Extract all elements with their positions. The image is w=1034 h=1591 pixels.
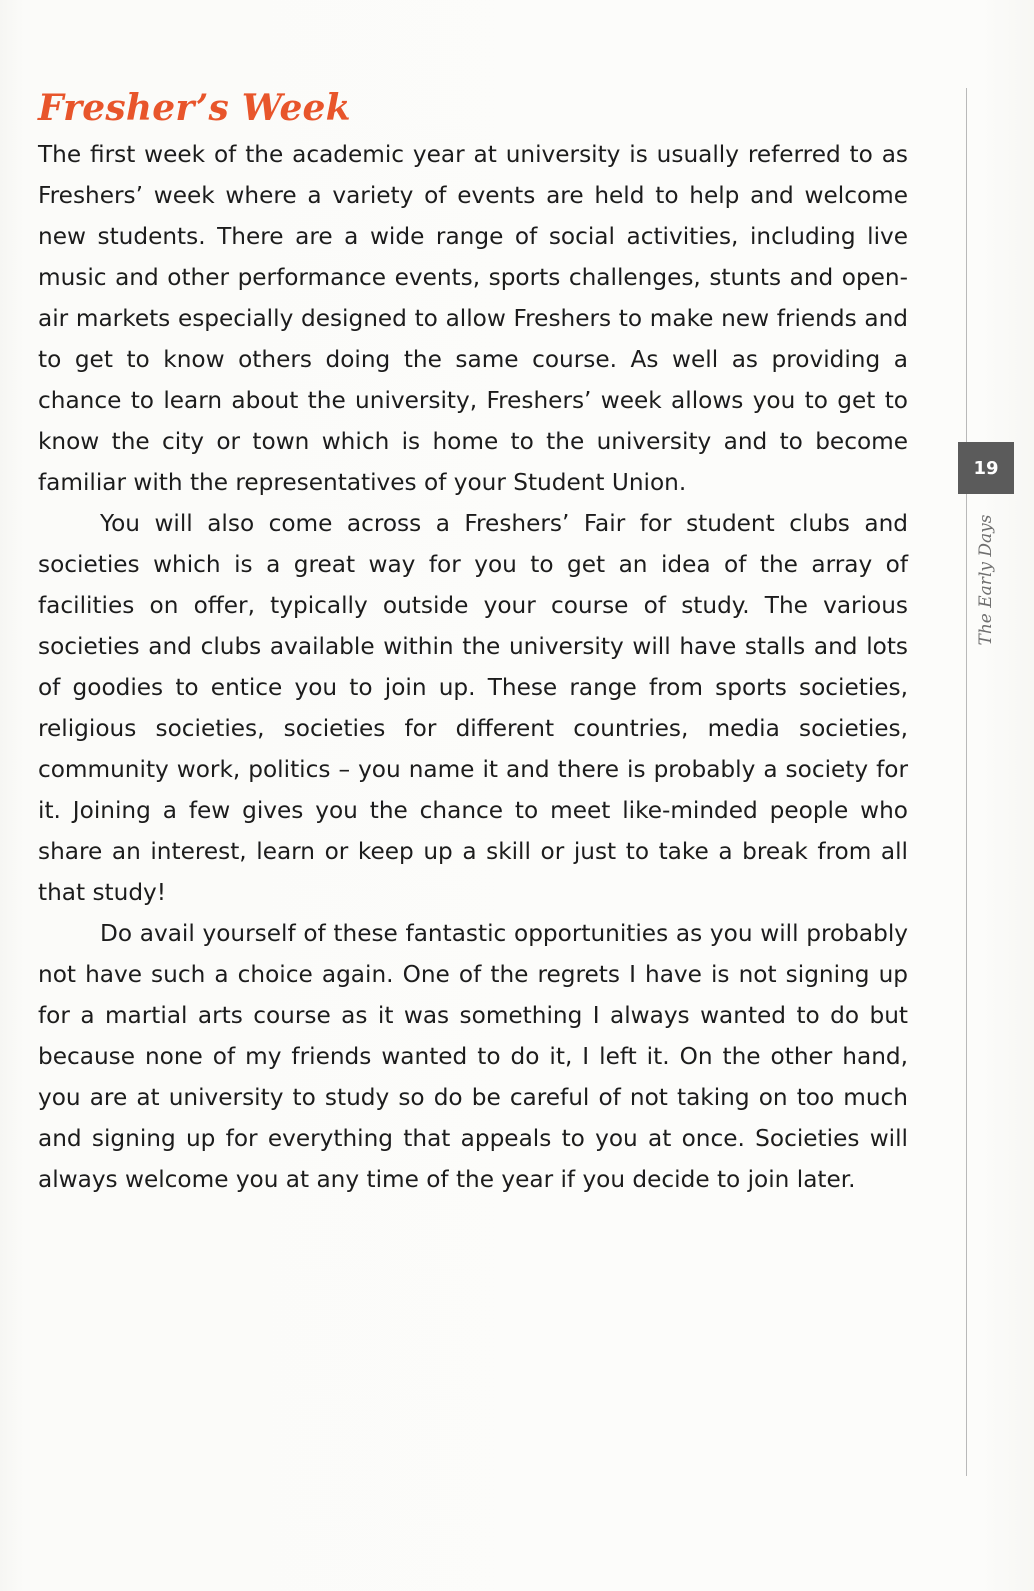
margin-rule xyxy=(966,88,967,1476)
paragraph-1: The first week of the academic year at university is usually referred to as Freshers’ week where a variety of events are held to help and welcome new students. There are a wide range of social activities, including live music and other performance events, sports challenges, stunts and open-air markets especially designed to allow Freshers to make new friends and to get to know others doing the same course. As well as providing a chance to learn about the university, Freshers’ week allows you to get to know the city or town which is home to the university and to become familiar with the representatives of your Student Union. xyxy=(38,141,908,496)
body-text xyxy=(38,134,908,1200)
page-number-tab: 19 xyxy=(958,442,1014,494)
paragraph-2: You will also come across a Freshers’ Fair for student clubs and societies which is a great way for you to get an idea of the array of facilities on offer, typically outside your course of study. The various societies and clubs available within the university will have stalls and lots of goodies to entice you to join up. These range from sports societies, religious societies, societies for different countries, media societies, community work, politics – you name it and there is probably a society for it. Joining a few gives you the chance to meet like-minded people who share an interest, learn or keep up a skill or just to take a break from all that study! xyxy=(38,510,908,906)
section-heading: Fresher’s Week xyxy=(38,87,351,129)
running-head: The Early Days xyxy=(976,514,996,646)
paragraph-3: Do avail yourself of these fantastic opportunities as you will probably not have such a choice again. One of the regrets I have is not signing up for a martial arts course as it was something I always wanted to do but because none of my friends wanted to do it, I left it. On the other hand, you are at university to study so do be careful of not taking on too much and signing up for everything that appeals to you at once. Societies will always welcome you at any time of the year if you decide to join later. xyxy=(38,920,908,1193)
